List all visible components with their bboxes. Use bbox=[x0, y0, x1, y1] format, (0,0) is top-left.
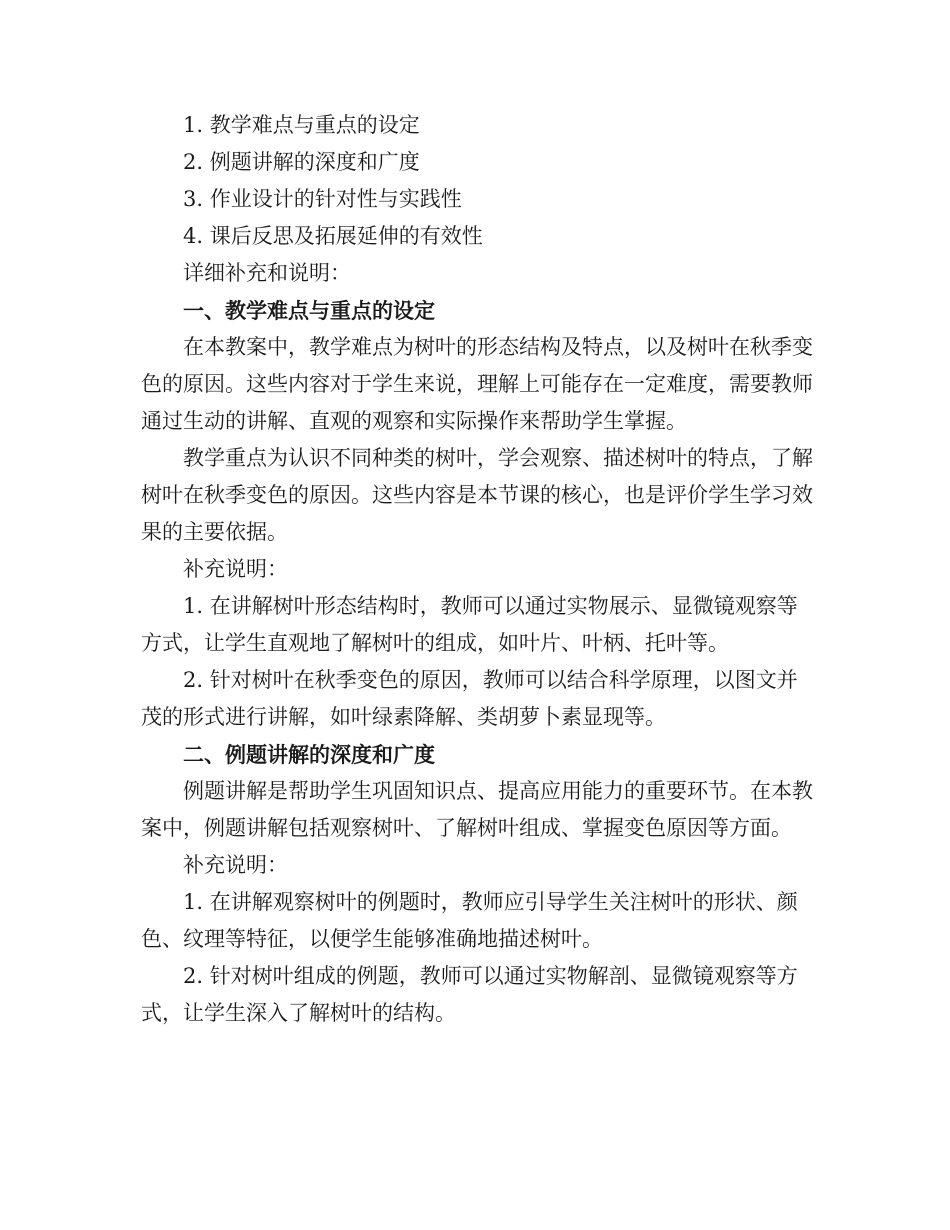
document-body bbox=[141, 107, 813, 1032]
section2-supplement-label: 补充说明： bbox=[183, 853, 288, 877]
section2-paragraph-1: 例题讲解是帮助学生巩固知识点、提高应用能力的重要环节。在本教案中，例题讲解包括观察树叶、了解树叶组成、掌握变色原因等方面。 bbox=[141, 779, 813, 840]
outline-item-3: 3. 作业设计的针对性与实践性 bbox=[183, 187, 462, 211]
section1-supplement-item-2: 2. 针对树叶在秋季变色的原因，教师可以结合科学原理，以图文并茂的形式进行讲解，如叶绿素降解、类胡萝卜素显现等。 bbox=[141, 668, 798, 729]
detail-intro: 详细补充和说明： bbox=[183, 261, 351, 285]
outline-item-2: 2. 例题讲解的深度和广度 bbox=[183, 150, 420, 174]
section1-paragraph-2: 教学重点为认识不同种类的树叶，学会观察、描述树叶的特点，了解树叶在秋季变色的原因。这些内容是本节课的核心，也是评价学生学习效果的主要依据。 bbox=[141, 446, 813, 544]
section1-supplement-item-1: 1. 在讲解树叶形态结构时，教师可以通过实物展示、显微镜观察等方式，让学生直观地了解树叶的组成，如叶片、叶柄、托叶等。 bbox=[141, 594, 798, 655]
section2-heading: 二、例题讲解的深度和广度 bbox=[183, 742, 435, 767]
section1-paragraph-1: 在本教案中，教学难点为树叶的形态结构及特点，以及树叶在秋季变色的原因。这些内容对于学生来说，理解上可能存在一定难度，需要教师通过生动的讲解、直观的观察和实际操作来帮助学生掌握。 bbox=[141, 335, 813, 433]
section2-supplement-item-2: 2. 针对树叶组成的例题，教师可以通过实物解剖、显微镜观察等方式，让学生深入了解树叶的结构。 bbox=[141, 964, 798, 1025]
section2-supplement-item-1: 1. 在讲解观察树叶的例题时，教师应引导学生关注树叶的形状、颜色、纹理等特征，以便学生能够准确地描述树叶。 bbox=[141, 890, 798, 951]
outline-item-1: 1. 教学难点与重点的设定 bbox=[183, 113, 420, 137]
section1-heading: 一、教学难点与重点的设定 bbox=[183, 298, 435, 323]
outline-item-4: 4. 课后反思及拓展延伸的有效性 bbox=[183, 224, 483, 248]
section1-supplement-label: 补充说明： bbox=[183, 557, 288, 581]
